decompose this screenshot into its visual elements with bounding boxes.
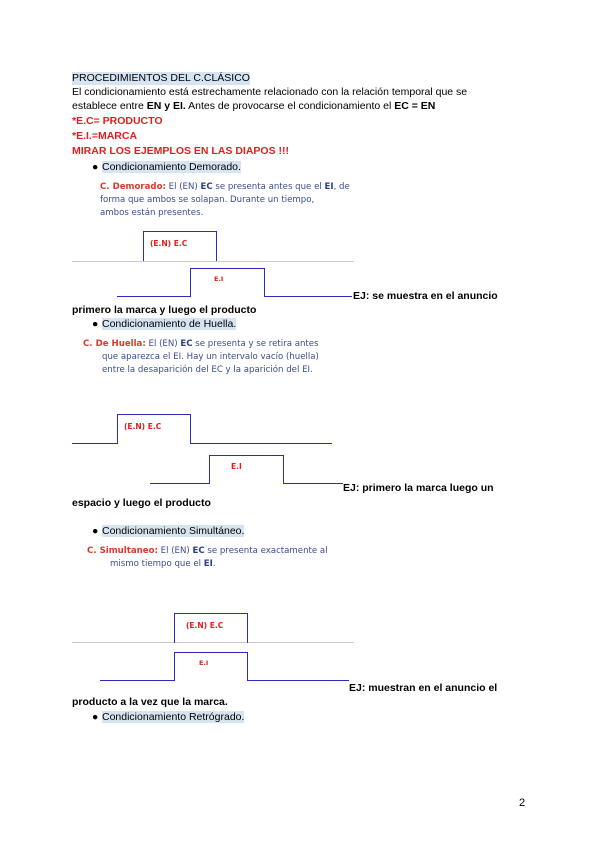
caption-text: . <box>212 559 216 569</box>
example-demorado-a: EJ: se muestra en el anuncio <box>353 290 498 302</box>
caption-text: El (EN) <box>165 182 201 192</box>
ei-label: E.I <box>214 275 224 283</box>
definition-ei: *E.I.=MARCA <box>72 130 138 142</box>
ei-label: E.I <box>199 659 209 667</box>
ei-baseline-left <box>117 296 191 297</box>
ei-fall <box>264 268 265 297</box>
ec-baseline <box>72 642 354 643</box>
ec-top <box>174 613 248 614</box>
bullet-dot-icon: ● <box>92 711 99 723</box>
caption-demorado-l3: ambos están presentes. <box>100 208 204 218</box>
ec-fall <box>190 414 191 444</box>
ec-label: (E.N) E.C <box>150 239 188 248</box>
ei-top <box>209 455 284 456</box>
caption-text: El (EN) <box>157 546 193 556</box>
bullet-text: Condicionamiento Demorado. <box>102 161 241 173</box>
ec-rise <box>117 414 118 444</box>
caption-label: C. Demorado: <box>100 182 166 192</box>
example-simultaneo-a: EJ: muestran en el anuncio el <box>349 682 498 694</box>
bullet-dot-icon: ● <box>92 161 99 173</box>
ei-fall <box>283 455 284 484</box>
ei-baseline-right <box>264 296 352 297</box>
bullet-simultaneo <box>92 525 244 538</box>
ec-fall <box>247 613 248 643</box>
example-huella-b: espacio y luego el producto <box>72 497 211 509</box>
bullet-text: Condicionamiento Retrógrado. <box>102 711 245 723</box>
caption-text: se presenta exactamente al <box>204 546 328 556</box>
bullet-huella <box>92 318 236 331</box>
ei-baseline-left <box>150 483 210 484</box>
ec-top <box>117 414 191 415</box>
intro-text: establece entre <box>72 100 147 112</box>
caption-ec: EC <box>192 546 205 556</box>
caption-ec: EC <box>180 339 193 349</box>
example-simultaneo-b: producto a la vez que la marca. <box>72 696 228 708</box>
intro-text-2: Antes de provocarse el condicionamiento el <box>185 100 395 112</box>
intro-line-1: El condicionamiento está estrechamente relacionado con la relación temporal que se <box>72 86 468 98</box>
caption-text: El (EN) <box>145 339 181 349</box>
ec-rise <box>174 613 175 643</box>
ec-label: (E.N) E.C <box>124 422 162 431</box>
caption-huella-l1 <box>83 338 319 350</box>
caption-text: mismo tiempo que el <box>110 559 204 569</box>
ec-baseline-left <box>72 443 118 444</box>
bullet-demorado <box>92 161 241 174</box>
ei-rise <box>209 455 210 484</box>
example-demorado-b: primero la marca y luego el producto <box>72 304 257 316</box>
caption-text: , de <box>333 182 350 192</box>
bullet-text: Condicionamiento de Huella. <box>102 318 237 330</box>
ei-top <box>174 652 248 653</box>
ec-baseline-right <box>190 443 332 444</box>
definition-ec: *E.C= PRODUCTO <box>72 115 163 127</box>
intro-ec-en: EC = EN <box>394 100 436 112</box>
bullet-dot-icon: ● <box>92 318 99 330</box>
ei-rise <box>174 652 175 681</box>
caption-ei: EI <box>203 559 213 569</box>
caption-label: C. Simultaneo: <box>87 546 158 556</box>
slides-note: MIRAR LOS EJEMPLOS EN LAS DIAPOS !!! <box>72 145 290 157</box>
intro-en-ei: EN y EI. <box>146 100 186 112</box>
bullet-retrogrado <box>92 711 244 724</box>
ec-top <box>143 231 217 232</box>
ei-baseline-left <box>100 680 175 681</box>
caption-ec: EC <box>200 182 213 192</box>
caption-demorado-l2: forma que ambos se solapan. Durante un tiempo, <box>100 195 315 205</box>
ec-baseline <box>72 261 354 262</box>
caption-demorado-l1 <box>100 181 350 193</box>
caption-simultaneo-l1 <box>87 545 328 557</box>
bullet-text: Condicionamiento Simultáneo. <box>102 525 245 537</box>
ei-fall <box>247 652 248 681</box>
caption-text: se presenta antes que el <box>212 182 325 192</box>
ei-baseline-right <box>247 680 349 681</box>
ec-rise <box>143 231 144 261</box>
ec-label: (E.N) E.C <box>186 621 224 630</box>
intro-line-2 <box>72 100 435 113</box>
caption-ei: EI <box>324 182 334 192</box>
ec-fall <box>216 231 217 261</box>
caption-huella-l2: que aparezca el EI. Hay un intervalo vacío (huella) <box>102 352 319 362</box>
ei-top <box>190 268 265 269</box>
caption-text: se presenta y se retira antes <box>192 339 319 349</box>
caption-huella-l3: entre la desaparición del EC y la aparición del EI. <box>102 365 313 375</box>
page-title: PROCEDIMIENTOS DEL C.CLÁSICO <box>72 72 250 84</box>
ei-rise <box>190 268 191 297</box>
ei-baseline-right <box>283 483 343 484</box>
caption-label: C. De Huella: <box>83 339 146 349</box>
example-huella-a: EJ: primero la marca luego un <box>343 482 494 494</box>
bullet-dot-icon: ● <box>92 525 99 537</box>
caption-simultaneo-l2 <box>110 558 216 570</box>
page-number: 2 <box>519 797 526 809</box>
ei-label: E.I <box>231 462 242 471</box>
